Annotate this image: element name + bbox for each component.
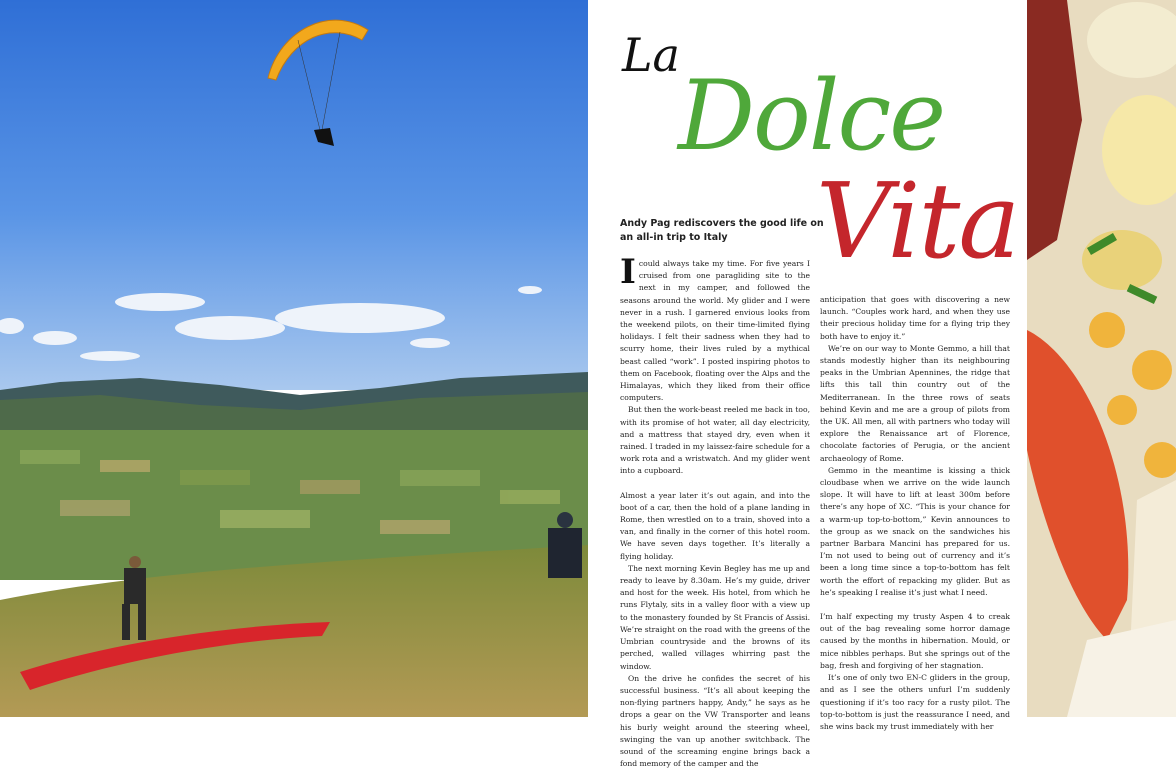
- title-vita: Vita: [816, 160, 1019, 282]
- paragraph: But then the work-beast reeled me back in too, with its promise of hot water, all day electricity, and a mattress that stayed dry, even when it rained. I traded in my laissez-faire schedule for a work rota and a wristwatch. And my glider went into a cupboard.: [620, 405, 810, 476]
- title-dolce: Dolce: [678, 60, 945, 172]
- body-column-1: [620, 252, 810, 769]
- standfirst: Andy Pag rediscovers the good life on an all-in trip to Italy: [620, 218, 824, 243]
- landscape-illustration: [0, 0, 588, 717]
- paragraph-text: could always take my time. For five years I cruised from one paragliding site to the next in my camper, and followed the seasons around the world. My glider and I were never in a rush. I garnered envious looks from the weekend pilots, on their time-limited flying holidays. I felt their sadness when they had to scurry home, their lives ruled by a mythical beast called “work”. I posted inspiring photos to them on Facebook, floating over the Alps and the Himalayas, which they liked from their office computers.: [620, 259, 810, 403]
- paragraph: On the drive he confides the secret of his successful business. “It’s all about keeping the non-flying partners happy, Andy,” he says as he drops a gear on the VW Transporter and leans his burly weight around the steering wheel, swinging the van up another switchback. The sound of the screaming engine brings back a fond memory of the camper and the: [620, 673, 810, 769]
- paragraph: Almost a year later it’s out again, and into the boot of a car, then the hold of a plane landing in Rome, then wrestled on to a train, shoved into a van, and finally in the corner of this hotel room. We have seven days together. It’s literally a flying holiday.: [620, 490, 810, 561]
- paragraph: anticipation that goes with discovering a new launch. “Couples work hard, and when they use their precious holiday time for a flying trip they both have to enjoy it.”: [820, 295, 1010, 341]
- food-illustration: [1027, 0, 1176, 717]
- food-photo: [1027, 0, 1176, 717]
- paragraph: [620, 252, 810, 404]
- paragraph: It’s one of only two EN-C gliders in the group, and as I see the others unfurl I’m suddenly questioning if it’s too racy for a rusty pilot. The top-to-bottom is just the reassurance I need, and she wins back my trust immediately with her: [820, 673, 1010, 731]
- drop-cap: I: [620, 252, 636, 292]
- paragraph: We’re on our way to Monte Gemmo, a hill that stands modestly higher than its neighbouring peaks in the Umbrian Apennines, the ridge that lifts this tall thin country out of the Mediterranean. In the three rows of seats behind Kevin and me are a group of pilots from the UK. All men, all with partners who today will explore the Renaissance art of Florence, chocolate factories of Perugia, or the ancient archaeology of Rome.: [820, 343, 1010, 463]
- article-page: [588, 0, 1027, 769]
- title-la: La: [622, 28, 680, 82]
- paragliding-photo: [0, 0, 588, 717]
- paragraph: The next morning Kevin Begley has me up and ready to leave by 8.30am. He’s my guide, driver and host for the week. His hotel, from which he runs Flytaly, sits in a valley floor with a view up to the monastery founded by St Francis of Assisi. We’re straight on the road with the greens of the Umbrian countryside and the browns of its perched, walled villages whirring past the window.: [620, 563, 810, 671]
- paragraph: Gemmo in the meantime is kissing a thick cloudbase when we arrive on the wide launch slope. It will have to lift at least 300m before there’s any hope of XC. “This is your chance for a warm-up top-to-bottom,” Kevin announces to the group as we snack on the sandwiches his partner Barbara Mancini has prepared for us. I’m not used to being out of currency and it’s been a long time since a top-to-bottom has felt worth the effort of repacking my glider. But as he’s speaking I realise it’s just what I need.: [820, 465, 1010, 597]
- paragraph: I’m half expecting my trusty Aspen 4 to creak out of the bag revealing some horror damage caused by the months in hibernation. Mould, or mice nibbles perhaps. But she springs out of the bag, fresh and forgiving of her stagnation.: [820, 612, 1010, 670]
- body-column-2: [820, 294, 1010, 731]
